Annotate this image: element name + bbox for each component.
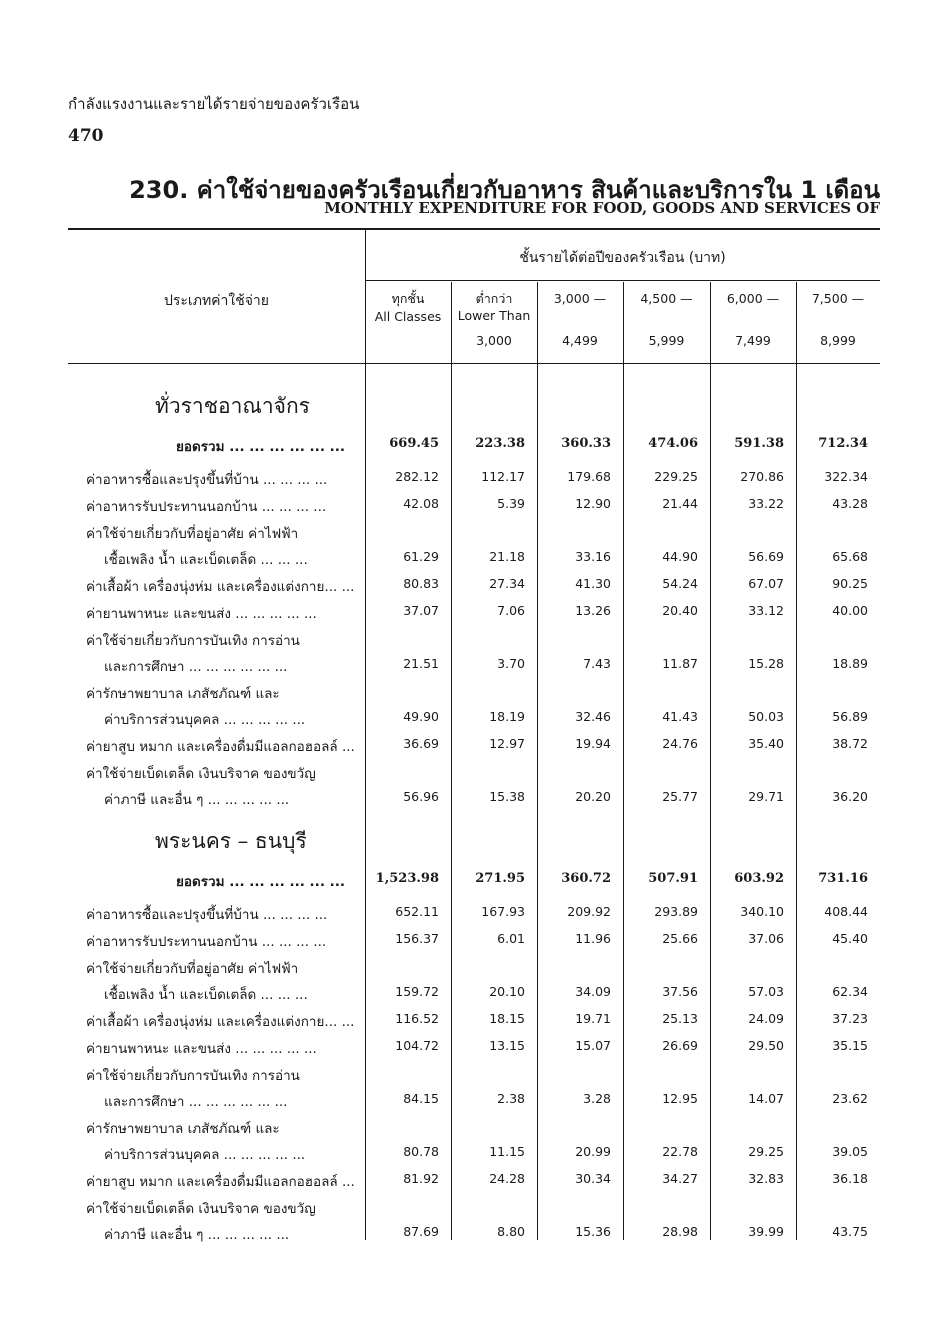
table-cell: 24.76 — [662, 736, 698, 751]
table-cell: 13.26 — [575, 603, 611, 618]
table-cell: 116.52 — [395, 1011, 439, 1026]
table-title-thai: 230. ค่าใช้จ่ายของครัวเรือนเกี่ยวกับอาหาร สินค้าและบริการใน 1 เดือน — [129, 176, 880, 204]
column-header-line1: 7,500 — — [811, 291, 865, 306]
table-cell: 37.23 — [832, 1011, 868, 1026]
row-label: ค่ารักษาพยาบาล เภสัชภัณฑ์ และ — [86, 686, 280, 702]
row-label: ค่าใช้จ่ายเบ็ดเตล็ด เงินบริจาค ของขวัญ — [86, 766, 316, 782]
row-label-continuation: ค่าภาษี และอื่น ๆ ... ... ... ... ... — [104, 1227, 290, 1243]
column-header — [710, 290, 796, 349]
table-cell: 84.15 — [403, 1091, 439, 1106]
column-header-line2: All Classes — [374, 309, 442, 324]
table-cell: 23.62 — [832, 1091, 868, 1106]
table-cell: 156.37 — [395, 931, 439, 946]
table-cell: 3.28 — [583, 1091, 611, 1106]
column-header — [796, 290, 880, 349]
table-cell: 25.77 — [662, 789, 698, 804]
table-cell: 7.43 — [583, 656, 611, 671]
row-label: ค่าใช้จ่ายเกี่ยวกับการบันเทิง การอ่าน — [86, 633, 300, 649]
group-header: ชั้นรายได้ต่อปีของครัวเรือน (บาท) — [519, 250, 726, 266]
table-cell: 6.01 — [497, 931, 525, 946]
table-cell: 731.16 — [818, 871, 868, 886]
table-cell: 507.91 — [648, 871, 698, 886]
table-cell: 8.80 — [497, 1224, 525, 1239]
table-cell: 36.18 — [832, 1171, 868, 1186]
table-cell: 61.29 — [403, 549, 439, 564]
row-label: ค่าอาหารรับประทานนอกบ้าน ... ... ... ... — [86, 934, 327, 950]
table-cell: 669.45 — [389, 436, 439, 451]
row-label: ค่าเสื้อผ้า เครื่องนุ่งห่ม และเครื่องแต่งกาย... ... — [86, 1014, 355, 1030]
table-cell: 35.15 — [832, 1038, 868, 1053]
table-cell: 21.51 — [403, 656, 439, 671]
row-label: ค่ายาสูบ หมาก และเครื่องดื่มมีแอลกอฮอลล์ ... — [86, 739, 355, 755]
column-header-line3: 7,499 — [735, 333, 771, 348]
table-cell: 19.94 — [575, 736, 611, 751]
table-cell: 34.09 — [575, 984, 611, 999]
table-cell: 15.36 — [575, 1224, 611, 1239]
table-cell: 167.93 — [481, 904, 525, 919]
table-cell: 80.83 — [403, 576, 439, 591]
table-cell: 87.69 — [403, 1224, 439, 1239]
table-cell: 37.56 — [662, 984, 698, 999]
table-cell: 41.43 — [662, 709, 698, 724]
row-label: ค่าใช้จ่ายเกี่ยวกับที่อยู่อาศัย ค่าไฟฟ้า — [86, 961, 299, 977]
row-label: ค่าเสื้อผ้า เครื่องนุ่งห่ม และเครื่องแต่งกาย... ... — [86, 579, 355, 595]
group-header-rule — [365, 280, 880, 281]
column-header-line1: 6,000 — — [726, 291, 780, 306]
table-cell: 360.33 — [561, 436, 611, 451]
table-cell: 29.71 — [748, 789, 784, 804]
table-cell: 26.69 — [662, 1038, 698, 1053]
column-header — [537, 290, 623, 349]
table-cell: 29.25 — [748, 1144, 784, 1159]
table-cell: 11.87 — [662, 656, 698, 671]
table-cell: 12.90 — [575, 496, 611, 511]
table-cell: 24.28 — [489, 1171, 525, 1186]
table-cell: 34.27 — [662, 1171, 698, 1186]
table-cell: 39.05 — [832, 1144, 868, 1159]
table-cell: 38.72 — [832, 736, 868, 751]
table-cell: 271.95 — [475, 871, 525, 886]
table-cell: 20.99 — [575, 1144, 611, 1159]
table-cell: 159.72 — [395, 984, 439, 999]
table-cell: 591.38 — [734, 436, 784, 451]
table-cell: 24.09 — [748, 1011, 784, 1026]
table-cell: 62.34 — [832, 984, 868, 999]
column-header-line1: 4,500 — — [640, 291, 693, 306]
table-cell: 712.34 — [818, 436, 868, 451]
row-label: ค่าใช้จ่ายเกี่ยวกับที่อยู่อาศัย ค่าไฟฟ้า — [86, 526, 299, 542]
table-cell: 57.03 — [748, 984, 784, 999]
table-cell: 32.83 — [748, 1171, 784, 1186]
table-cell: 322.34 — [824, 469, 868, 484]
column-header-line3: 4,499 — [562, 333, 598, 348]
table-cell: 13.15 — [489, 1038, 525, 1053]
table-cell: 40.00 — [832, 603, 868, 618]
table-cell: 11.15 — [489, 1144, 525, 1159]
table-cell: 20.10 — [489, 984, 525, 999]
row-label-continuation: ค่าบริการส่วนบุคคล ... ... ... ... ... — [104, 712, 306, 728]
table-cell: 293.89 — [654, 904, 698, 919]
page-number: 470 — [68, 126, 104, 146]
table-cell: 32.46 — [575, 709, 611, 724]
row-label: ค่ารักษาพยาบาล เภสัชภัณฑ์ และ — [86, 1121, 280, 1137]
table-cell: 12.97 — [489, 736, 525, 751]
table-cell: 11.96 — [575, 931, 611, 946]
row-label: ค่าใช้จ่ายเบ็ดเตล็ด เงินบริจาค ของขวัญ — [86, 1201, 316, 1217]
table-cell: 27.34 — [489, 576, 525, 591]
table-cell: 5.39 — [497, 496, 525, 511]
table-cell: 15.28 — [748, 656, 784, 671]
table-cell: 18.15 — [489, 1011, 525, 1026]
table-cell: 28.98 — [662, 1224, 698, 1239]
table-cell: 209.92 — [567, 904, 611, 919]
row-label-continuation: ค่าบริการส่วนบุคคล ... ... ... ... ... — [104, 1147, 306, 1163]
column-header-line2 — [537, 307, 623, 324]
table-cell: 474.06 — [648, 436, 698, 451]
table-cell: 112.17 — [481, 469, 525, 484]
total-row-label: ยอดรวม ... ... ... ... ... ... — [176, 874, 346, 890]
table-cell: 36.20 — [832, 789, 868, 804]
column-header-line3: 8,999 — [820, 333, 856, 348]
table-cell: 20.20 — [575, 789, 611, 804]
table-cell: 2.38 — [497, 1091, 525, 1106]
table-cell: 25.66 — [662, 931, 698, 946]
table-cell: 22.78 — [662, 1144, 698, 1159]
table-cell: 54.24 — [662, 576, 698, 591]
table-cell: 25.13 — [662, 1011, 698, 1026]
section-title: พระนคร – ธนบุรี — [155, 829, 307, 853]
total-row-label: ยอดรวม ... ... ... ... ... ... — [176, 439, 346, 455]
table-cell: 56.96 — [403, 789, 439, 804]
table-title-english: MONTHLY EXPENDITURE FOR FOOD, GOODS AND SERVICES OF — [324, 199, 880, 217]
table-cell: 223.38 — [475, 436, 525, 451]
row-label-continuation: ค่าภาษี และอื่น ๆ ... ... ... ... ... — [104, 792, 290, 808]
table-cell: 340.10 — [740, 904, 784, 919]
table-cell: 1,523.98 — [375, 871, 439, 886]
running-head: กำลังแรงงานและรายได้รายจ่ายของครัวเรือน — [68, 95, 360, 113]
table-cell: 49.90 — [403, 709, 439, 724]
table-cell: 179.68 — [567, 469, 611, 484]
table-cell: 360.72 — [561, 871, 611, 886]
column-header — [451, 290, 537, 349]
table-cell: 41.30 — [575, 576, 611, 591]
row-label-continuation: เชื้อเพลิง น้ำ และเบ็ดเตล็ด ... ... ... — [104, 552, 308, 568]
table-cell: 36.69 — [403, 736, 439, 751]
header-bottom-rule — [68, 363, 880, 364]
table-cell: 81.92 — [403, 1171, 439, 1186]
table-cell: 104.72 — [395, 1038, 439, 1053]
table-cell: 80.78 — [403, 1144, 439, 1159]
table-cell: 37.07 — [403, 603, 439, 618]
table-cell: 29.50 — [748, 1038, 784, 1053]
table-cell: 43.75 — [832, 1224, 868, 1239]
row-label: ค่าอาหารรับประทานนอกบ้าน ... ... ... ... — [86, 499, 327, 515]
table-cell: 408.44 — [824, 904, 868, 919]
column-header-line1: ต่ำกว่า — [475, 291, 513, 306]
table-cell: 282.12 — [395, 469, 439, 484]
row-label: ค่ายาสูบ หมาก และเครื่องดื่มมีแอลกอฮอลล์ ... — [86, 1174, 355, 1190]
section-title: ทั่วราชอาณาจักร — [155, 394, 310, 418]
table-cell: 20.40 — [662, 603, 698, 618]
table-cell: 56.89 — [832, 709, 868, 724]
table-cell: 12.95 — [662, 1091, 698, 1106]
table-cell: 56.69 — [748, 549, 784, 564]
row-label: ค่ายานพาหนะ และขนส่ง ... ... ... ... ... — [86, 1041, 317, 1057]
table-cell: 603.92 — [734, 871, 784, 886]
table-cell: 229.25 — [654, 469, 698, 484]
row-label-continuation: และการศึกษา ... ... ... ... ... ... — [104, 1094, 288, 1110]
column-header-line2 — [796, 307, 880, 324]
row-label-continuation: เชื้อเพลิง น้ำ และเบ็ดเตล็ด ... ... ... — [104, 987, 308, 1003]
row-label-continuation: และการศึกษา ... ... ... ... ... ... — [104, 659, 288, 675]
table-cell: 21.44 — [662, 496, 698, 511]
table-cell: 39.99 — [748, 1224, 784, 1239]
row-label: ค่ายานพาหนะ และขนส่ง ... ... ... ... ... — [86, 606, 317, 622]
column-header-line1: 3,000 — — [553, 291, 607, 306]
table-cell: 30.34 — [575, 1171, 611, 1186]
stub-header: ประเภทค่าใช้จ่าย — [164, 293, 269, 309]
table-cell: 45.40 — [832, 931, 868, 946]
column-header-line3: 5,999 — [648, 333, 685, 348]
table-cell: 18.89 — [832, 656, 868, 671]
table-cell: 7.06 — [497, 603, 525, 618]
table-cell: 15.38 — [489, 789, 525, 804]
table-cell: 652.11 — [395, 904, 439, 919]
column-header-line2 — [623, 307, 710, 324]
row-label: ค่าอาหารซื้อและปรุงขึ้นที่บ้าน ... ... ... ... — [86, 907, 328, 923]
column-header-line2: Lower Than — [457, 308, 531, 323]
table-cell: 44.90 — [662, 549, 698, 564]
table-cell: 33.12 — [748, 603, 784, 618]
table-cell: 15.07 — [575, 1038, 611, 1053]
column-header — [365, 290, 451, 325]
table-cell: 270.86 — [740, 469, 784, 484]
table-cell: 50.03 — [748, 709, 784, 724]
table-cell: 65.68 — [832, 549, 868, 564]
row-label: ค่าอาหารซื้อและปรุงขึ้นที่บ้าน ... ... ... ... — [86, 472, 328, 488]
table-cell: 19.71 — [575, 1011, 611, 1026]
row-label: ค่าใช้จ่ายเกี่ยวกับการบันเทิง การอ่าน — [86, 1068, 300, 1084]
column-header-line3: 3,000 — [476, 333, 512, 348]
table-cell: 35.40 — [748, 736, 784, 751]
table-cell: 67.07 — [748, 576, 784, 591]
column-header-line2 — [710, 307, 796, 324]
column-rule — [365, 228, 366, 1240]
table-cell: 33.16 — [575, 549, 611, 564]
table-top-rule — [68, 228, 880, 230]
table-cell: 90.25 — [832, 576, 868, 591]
table-cell: 14.07 — [748, 1091, 784, 1106]
table-cell: 3.70 — [497, 656, 525, 671]
table-cell: 37.06 — [748, 931, 784, 946]
table-cell: 21.18 — [489, 549, 525, 564]
table-cell: 33.22 — [748, 496, 784, 511]
column-header-line1: ทุกชั้น — [391, 291, 425, 306]
table-cell: 18.19 — [489, 709, 525, 724]
table-cell: 43.28 — [832, 496, 868, 511]
table-cell: 42.08 — [403, 496, 439, 511]
column-header — [623, 290, 710, 349]
